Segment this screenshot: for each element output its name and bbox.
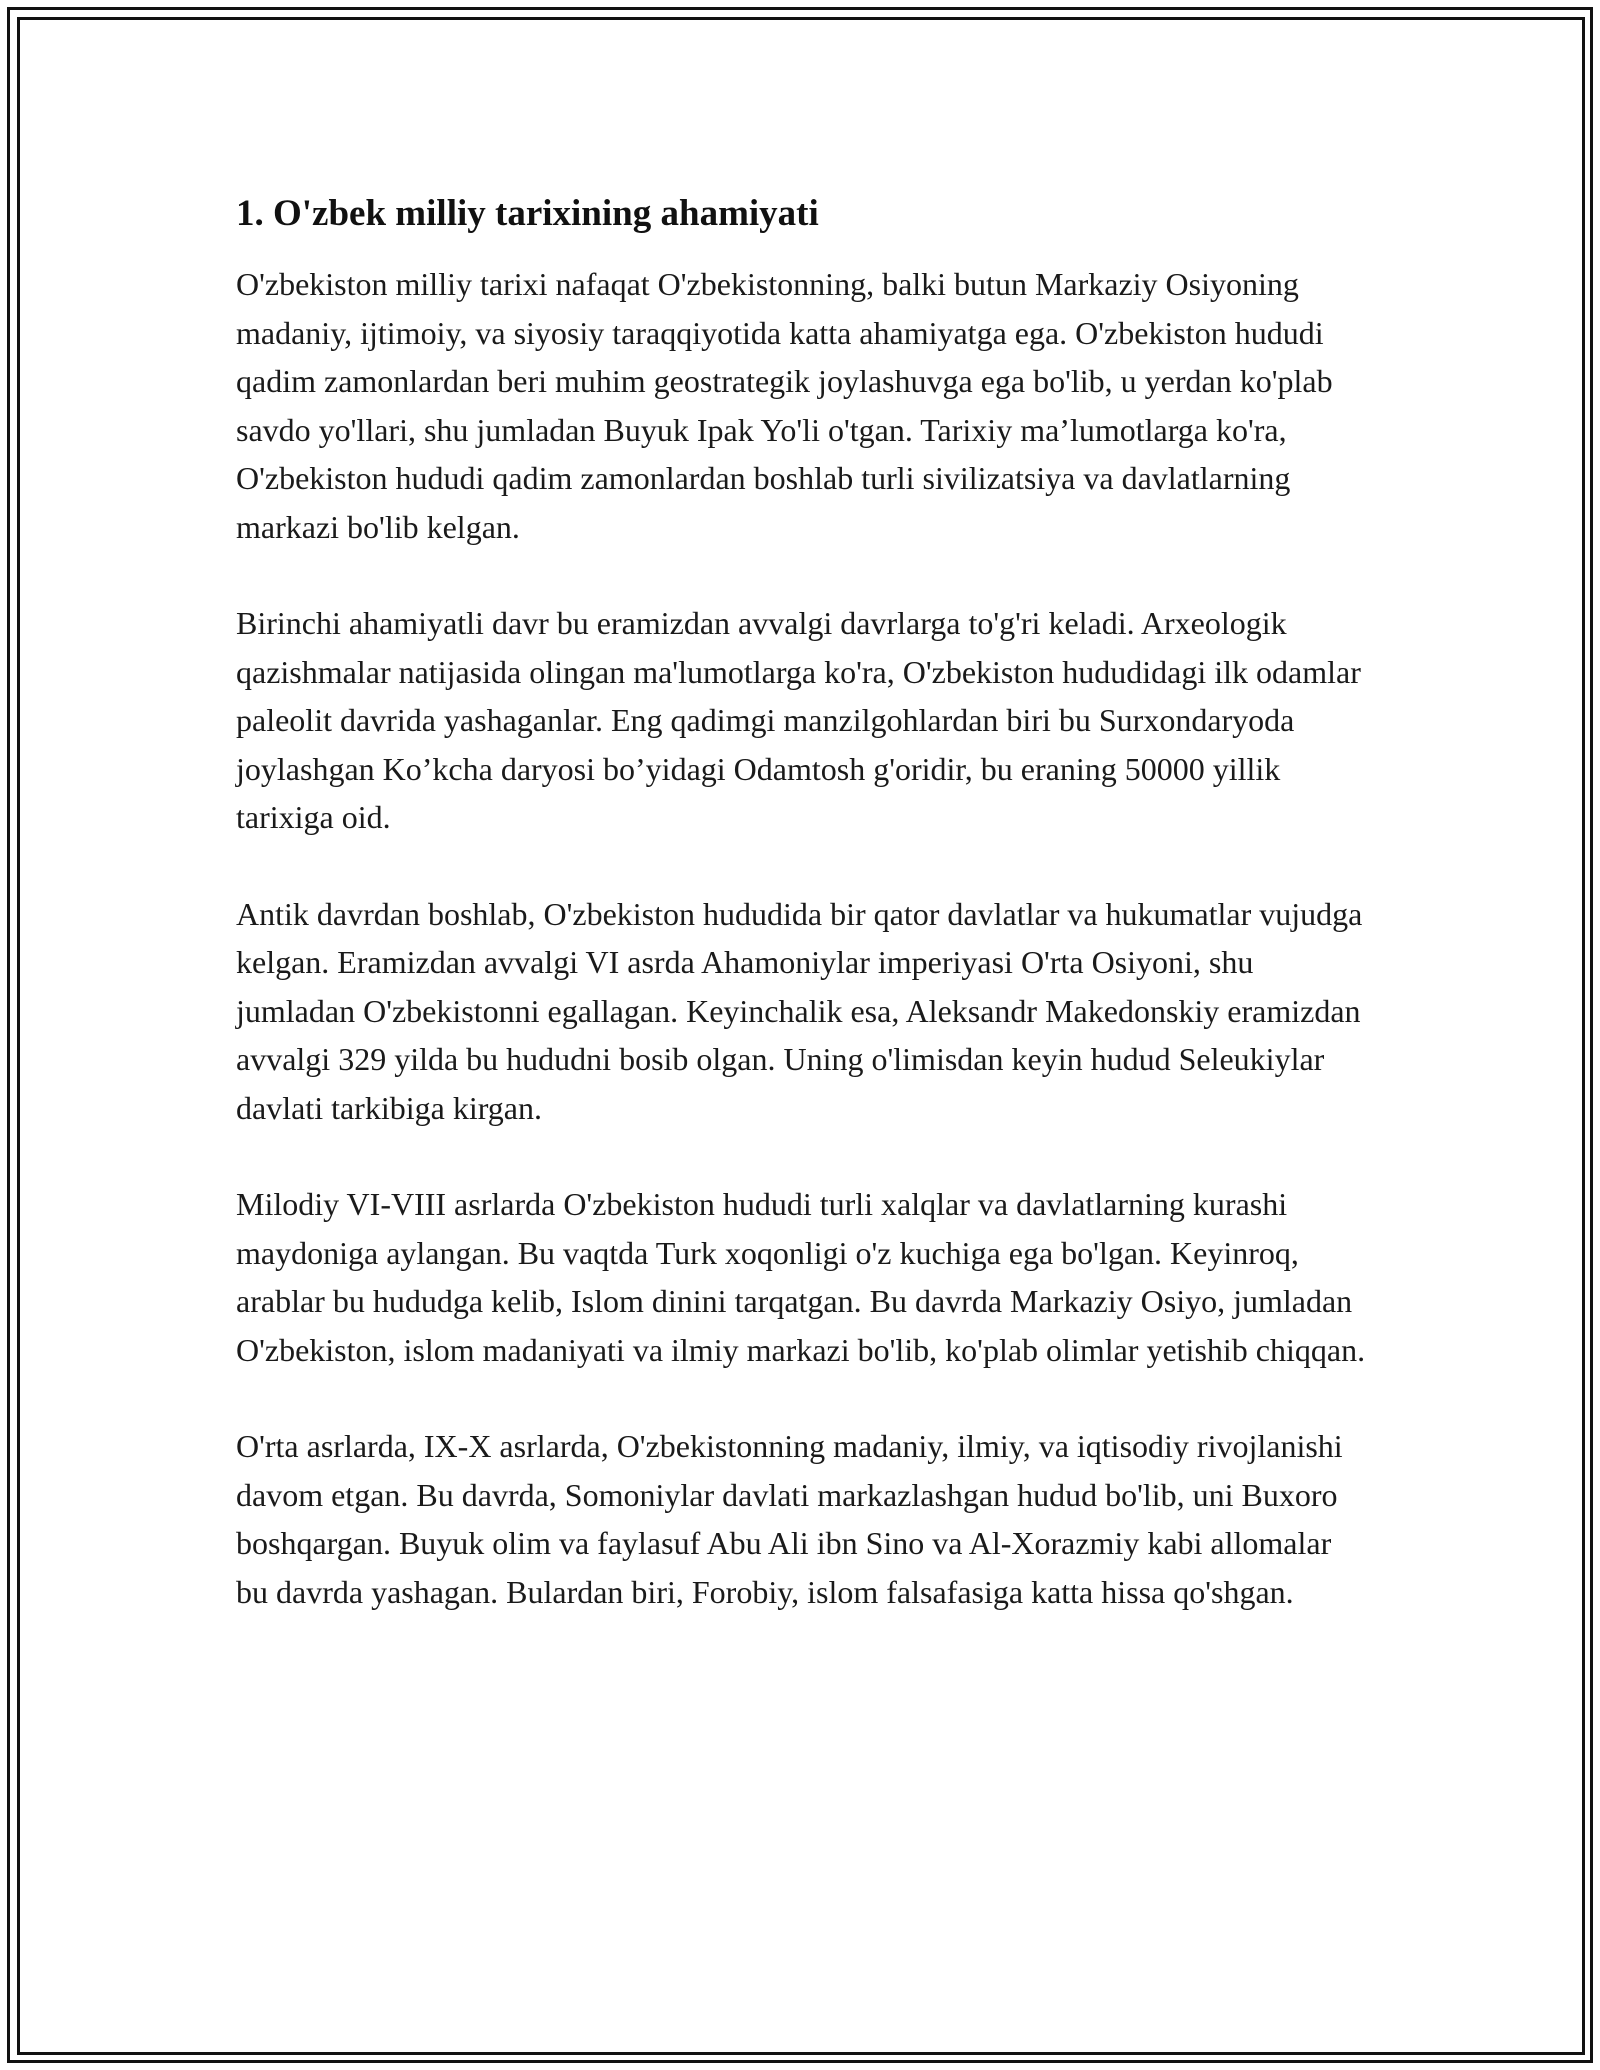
paragraph-intro: O'zbekiston milliy tarixi nafaqat O'zbekistonning, balki butun Markaziy Osiyoning madaniy, ijtimoiy, va siyosiy taraqqiyotida katta ahamiyatga ega. O'zbekiston hududi qadim zamonlardan beri muhim geostrategik joylashuvga ega bo'lib, u yerdan ko'plab savdo yo'llari, shu jumladan Buyuk Ipak Yo'li o'tgan. Tarixiy ma’lumotlarga ko'ra, O'zbekiston hududi qadim zamonlardan boshlab turli sivilizatsiya va davlatlarning markazi bo'lib kelgan. bbox=[236, 266, 1333, 545]
document-body bbox=[236, 186, 1366, 1664]
paragraph-antique-period: Antik davrdan boshlab, O'zbekiston hududida bir qator davlatlar va hukumatlar vujudga kelgan. Eramizdan avvalgi VI asrda Ahamoniylar imperiyasi O'rta Osiyoni, shu jumladan O'zbekistonni egallagan. Keyinchalik esa, Aleksandr Makedonskiy eramizdan avvalgi 329 yilda bu hududni bosib olgan. Uning o'limisdan keyin hudud Seleukiylar davlati tarkibiga kirgan. bbox=[236, 895, 1363, 1126]
paragraph-middle-ages: O'rta asrlarda, IX-X asrlarda, O'zbekistonning madaniy, ilmiy, va iqtisodiy rivojlanishi davom etgan. Bu davrda, Somoniylar davlati markazlashgan hudud bo'lib, uni Buxoro boshqargan. Buyuk olim va faylasuf Abu Ali ibn Sino va Al-Xorazmiy kabi allomalar bu davrda yashagan. Bulardan biri, Forobiy, islom falsafasiga katta hissa qo'shgan. bbox=[236, 1428, 1343, 1610]
paragraph-ancient-period: Birinchi ahamiyatli davr bu eramizdan avvalgi davrlarga to'g'ri keladi. Arxeologik qazishmalar natijasida olingan ma'lumotlarga ko'ra, O'zbekiston hududidagi ilk odamlar paleolit davrida yashaganlar. Eng qadimgi manzilgohlardan biri bu Surxondaryoda joylashgan Ko’kcha daryosi bo’yidagi Odamtosh g'oridir, bu eraning 50000 yillik tarixiga oid. bbox=[236, 605, 1361, 835]
paragraph-early-medieval: Milodiy VI-VIII asrlarda O'zbekiston hududi turli xalqlar va davlatlarning kurashi maydoniga aylangan. Bu vaqtda Turk xoqonligi o'z kuchiga ega bo'lgan. Keyinroq, arablar bu hududga kelib, Islom dinini tarqatgan. Bu davrda Markaziy Osiyo, jumladan O'zbekiston, islom madaniyati va ilmiy markazi bo'lib, ko'plab olimlar yetishib chiqqan. bbox=[236, 1186, 1366, 1368]
section-heading: 1. O'zbek milliy tarixining ahamiyati bbox=[236, 193, 819, 234]
